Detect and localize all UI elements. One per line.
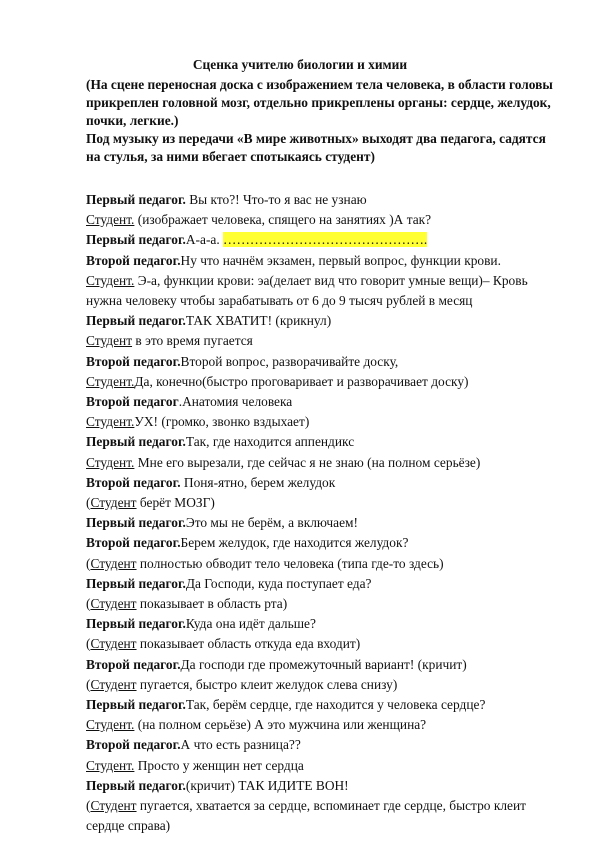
script-line — [86, 311, 556, 331]
script-body — [86, 190, 556, 837]
student-name: Студент. — [86, 373, 135, 389]
script-line — [86, 695, 556, 715]
speaker-name: Второй педагог. — [86, 656, 181, 672]
speaker-name: Первый педагог. — [86, 313, 186, 329]
student-name: Студент — [86, 333, 133, 349]
speaker-name: Первый педагог. — [86, 232, 186, 248]
script-line — [86, 513, 556, 533]
script-line — [86, 675, 556, 695]
speaker-name: Первый педагог. — [86, 192, 186, 207]
line-text: Так, берём сердце, где находится у человека сердце? — [185, 697, 486, 713]
student-name: Студент — [90, 555, 137, 571]
student-name: Студент. — [86, 272, 135, 288]
line-prefix: ( — [86, 798, 91, 814]
script-line — [86, 473, 556, 493]
document-title: Сценка учителю биологии и химии — [192, 57, 408, 72]
student-name: Студент — [90, 798, 137, 814]
script-line — [86, 271, 556, 311]
script-line — [86, 230, 556, 250]
line-text: Берем желудок, где находится желудок? — [180, 535, 409, 551]
stage-direction-entrance: Под музыку из передачи «В мире животных» выходят два педагога, садятся на стулья, за ними вбегает спотыкаясь студент) — [86, 131, 546, 165]
script-line — [86, 190, 556, 210]
line-prefix: ( — [86, 495, 91, 511]
script-line — [86, 453, 556, 473]
script-line — [86, 756, 556, 776]
script-line — [86, 574, 556, 594]
student-name: Студент. — [86, 757, 135, 773]
speaker-name: Второй педагог. — [86, 353, 181, 369]
stage-direction-setting: (На сцене переносная доска с изображением тела человека, в области головы прикреплен головной мозг, отдельно прикреплены органы: сердце, желудок, почки, легкие.) — [86, 77, 553, 129]
line-text: показывает область откуда еда входит) — [136, 636, 361, 652]
script-line — [86, 796, 556, 836]
script-line — [86, 533, 556, 553]
speaker-name: Первый педагог. — [86, 777, 186, 793]
script-line — [86, 655, 556, 675]
line-prefix: ( — [86, 676, 91, 692]
student-name: Студент — [90, 596, 137, 612]
line-text: Вы кто?! Что-то я вас не узнаю — [185, 192, 367, 207]
script-line — [86, 554, 556, 574]
speaker-name: Второй педагог. — [86, 535, 181, 551]
script-line — [86, 210, 556, 230]
script-line — [86, 372, 556, 392]
student-name: Студент. — [86, 454, 135, 470]
script-line — [86, 432, 556, 452]
script-line — [86, 493, 556, 513]
line-text: Да господи где промежуточный вариант! (кричит) — [180, 656, 467, 672]
student-name: Студент. — [86, 717, 135, 733]
highlighted-text: ………………………………………. — [223, 232, 428, 248]
line-text: (кричит) ТАК ИДИТЕ ВОН! — [185, 777, 349, 793]
script-line — [86, 352, 556, 372]
speaker-name: Второй педагог. — [86, 737, 181, 753]
line-text: Поня-ятно, берем желудок — [180, 474, 336, 490]
line-text: Да, конечно(быстро проговаривает и разворачивает доску) — [134, 373, 469, 389]
line-text: Да Господи, куда поступает еда? — [185, 575, 372, 591]
line-text: в это время пугается — [132, 333, 253, 349]
script-line — [86, 735, 556, 755]
line-text: полностью обводит тело человека (типа где-то здесь) — [136, 555, 444, 571]
speaker-name: Первый педагог. — [86, 697, 186, 713]
line-text: (на полном серьёзе) А это мужчина или женщина? — [134, 717, 427, 733]
script-line — [86, 251, 556, 271]
speaker-name: Второй педагог — [86, 394, 179, 410]
line-text: Так, где находится аппендикс — [185, 434, 355, 450]
line-text: показывает в область рта) — [136, 596, 288, 612]
line-text: берёт МОЗГ) — [136, 495, 215, 511]
speaker-name: Второй педагог. — [86, 474, 181, 490]
line-text: Э-а, функции крови: эа(делает вид что говорит умные вещи)– Кровь нужна человеку чтобы зарабатывать от 6 до 9 тысяч рублей в месяц — [86, 272, 528, 309]
line-text: Это мы не берём, а включаем! — [185, 515, 358, 531]
line-text: ТАК ХВАТИТ! (крикнул) — [185, 313, 332, 329]
script-line — [86, 392, 556, 412]
line-prefix: ( — [86, 596, 91, 612]
student-name: Студент — [90, 636, 137, 652]
line-text: Второй вопрос, разворачивайте доску, — [180, 353, 399, 369]
line-prefix: ( — [86, 636, 91, 652]
line-text: А-а-а. — [185, 232, 224, 248]
line-text: УХ! (громко, звонко вздыхает) — [134, 414, 310, 430]
line-text: пугается, быстро клеит желудок слева снизу) — [136, 676, 398, 692]
script-line — [86, 776, 556, 796]
speaker-name: Первый педагог. — [86, 434, 186, 450]
student-name: Студент. — [86, 212, 135, 228]
speaker-name: Первый педагог. — [86, 515, 186, 531]
stage-directions — [86, 76, 556, 166]
script-line — [86, 412, 556, 432]
student-name: Студент. — [86, 414, 135, 430]
line-text: Мне его вырезали, где сейчас я не знаю (на полном серьёзе) — [134, 454, 481, 470]
speaker-name: Второй педагог. — [86, 252, 181, 268]
line-text: Ну что начнём экзамен, первый вопрос, функции крови. — [180, 252, 501, 268]
speaker-name: Первый педагог. — [86, 575, 186, 591]
line-text: Просто у женщин нет сердца — [134, 757, 304, 773]
line-prefix: ( — [86, 555, 91, 571]
speaker-name: Первый педагог. — [86, 616, 186, 632]
script-line — [86, 614, 556, 634]
student-name: Студент — [90, 495, 137, 511]
script-line — [86, 634, 556, 654]
line-text: (изображает человека, спящего на занятиях )А так? — [134, 212, 432, 228]
line-text: А что есть разница?? — [180, 737, 301, 753]
student-name: Студент — [90, 676, 137, 692]
script-line — [86, 715, 556, 735]
line-text: пугается, хватается за сердце, вспоминает где сердце, быстро клеит сердце справа) — [86, 798, 526, 834]
script-line — [86, 594, 556, 614]
line-text: Куда она идёт дальше? — [185, 616, 316, 632]
script-line — [86, 331, 556, 351]
line-text: .Анатомия человека — [178, 394, 293, 410]
